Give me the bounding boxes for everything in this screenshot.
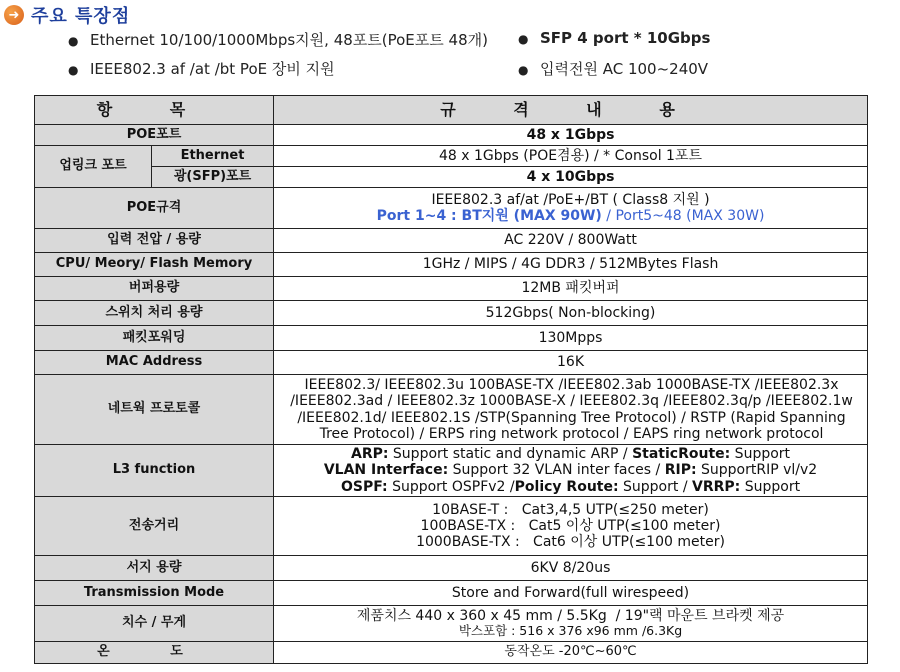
row-label: 서지 용량: [35, 556, 274, 581]
table-row: [35, 188, 868, 229]
row-label: L3 function: [35, 445, 274, 497]
table-row: [35, 556, 868, 581]
table-row: [35, 351, 868, 375]
feature-item: ● IEEE802.3 af /at /bt PoE 장비 지원: [68, 60, 335, 78]
row-label: 업링크 포트: [35, 146, 152, 188]
table-row: [35, 375, 868, 445]
row-value: ARP: Support static and dynamic ARP / StaticRoute: Support VLAN Interface: Support 32 VLAN inter faces / RIP: SupportRIP vl/v2 OSPF: Support OSPFv2 /Policy Route: Support / VRRP: Support: [274, 445, 868, 497]
table-row: [35, 229, 868, 253]
row-label: 전송거리: [35, 497, 274, 556]
row-label: 스위치 처리 용량: [35, 301, 274, 326]
bullet-icon: ●: [68, 34, 79, 48]
row-label: 네트웍 프로토콜: [35, 375, 274, 445]
row-value: 1GHz / MIPS / 4G DDR3 / 512MBytes Flash: [274, 253, 868, 277]
column-header-item: 항 목: [35, 96, 274, 125]
table-row: [35, 277, 868, 301]
row-label: CPU/ Meory/ Flash Memory: [35, 253, 274, 277]
row-value: 6KV 8/20us: [274, 556, 868, 581]
bullet-icon: ●: [518, 63, 529, 77]
row-value: 제품치스 440 x 360 x 45 mm / 5.5Kg / 19"랙 마운트 브라켓 제공 박스포함 : 516 x 376 x96 mm /6.3Kg: [274, 606, 868, 642]
row-value: 10BASE-T : Cat3,4,5 UTP(≤250 meter) 100BASE-TX : Cat5 이상 UTP(≤100 meter) 1000BASE-TX : Cat6 이상 UTP(≤100 meter): [274, 497, 868, 556]
feature-item: ● SFP 4 port * 10Gbps: [518, 29, 711, 47]
feature-item: ● 입력전원 AC 100~240V: [518, 60, 709, 78]
row-value: IEEE802.3/ IEEE802.3u 100BASE-TX /IEEE802.3ab 1000BASE-TX /IEEE802.3x /IEEE802.3ad / IEEE802.3z 1000BASE-X / IEEE802.3q /IEEE802.3q/p /IEEE802.1w /IEEE802.1d/ IEEE802.1S /STP(Spanning Tree Protocol) / RSTP (Rapid Spanning Tree Protocol) / ERPS ring network protocol / EAPS ring network protocol: [274, 375, 868, 445]
row-value: AC 220V / 800Watt: [274, 229, 868, 253]
row-label: 치수 / 무게: [35, 606, 274, 642]
column-header-spec: 규 격 내 용: [274, 96, 868, 125]
row-value: 512Gbps( Non-blocking): [274, 301, 868, 326]
row-label: 입력 전압 / 용량: [35, 229, 274, 253]
row-value: 48 x 1Gbps (POE겸용) / * Consol 1포트: [274, 146, 868, 167]
row-value: 4 x 10Gbps: [274, 167, 868, 188]
row-value: Store and Forward(full wirespeed): [274, 581, 868, 606]
row-label: POE규격: [35, 188, 274, 229]
row-label: 버퍼용량: [35, 277, 274, 301]
table-row: [35, 146, 868, 167]
table-row: [35, 497, 868, 556]
table-row: [35, 326, 868, 351]
table-row: [35, 642, 868, 664]
table-row: [35, 253, 868, 277]
bullet-icon: ●: [68, 63, 79, 77]
row-label: 온 도: [35, 642, 274, 664]
table-row: [35, 301, 868, 326]
sub-label: 광(SFP)포트: [152, 167, 274, 188]
section-title: 주요 특장점: [31, 6, 131, 27]
row-label: 패킷포워딩: [35, 326, 274, 351]
row-label: POE포트: [35, 125, 274, 146]
sub-label: Ethernet: [152, 146, 274, 167]
section-header: [4, 4, 130, 26]
feature-item: ● Ethernet 10/100/1000Mbps지원, 48포트(PoE포트 48개): [68, 31, 488, 49]
table-row: [35, 167, 868, 188]
row-value: 48 x 1Gbps: [274, 125, 868, 146]
row-value: 동작온도 -20℃~60℃: [274, 642, 868, 664]
table-header-row: [35, 96, 868, 125]
row-value: 16K: [274, 351, 868, 375]
table-row: [35, 445, 868, 497]
table-row: [35, 125, 868, 146]
row-label: MAC Address: [35, 351, 274, 375]
row-value: 130Mpps: [274, 326, 868, 351]
spec-table: [34, 95, 868, 664]
row-label: Transmission Mode: [35, 581, 274, 606]
table-row: [35, 581, 868, 606]
row-value: 12MB 패킷버퍼: [274, 277, 868, 301]
arrow-right-circle-icon: ➜: [4, 5, 24, 25]
table-row: [35, 606, 868, 642]
bullet-icon: ●: [518, 32, 529, 46]
row-value: IEEE802.3 af/at /PoE+/BT ( Class8 지원 ) Port 1~4 : BT지원 (MAX 90W) / Port5~48 (MAX 30W): [274, 188, 868, 229]
